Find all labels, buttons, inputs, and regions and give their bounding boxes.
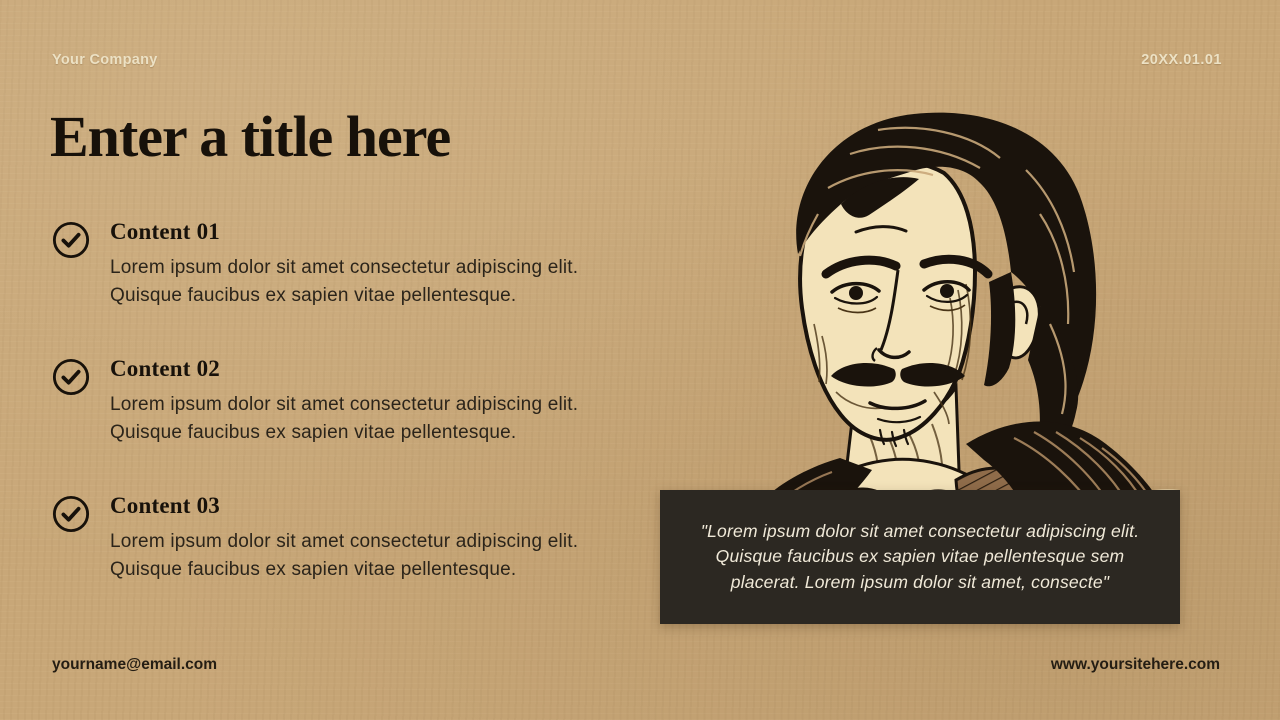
quote-box [660, 490, 1180, 624]
content-item-2 [52, 356, 637, 447]
content-body: Lorem ipsum dolor sit amet consectetur adipiscing elit. Quisque faucibus ex sapien vitae pellentesque. [110, 257, 579, 306]
check-circle-icon [52, 358, 90, 396]
slide-date: 20XX.01.01 [1141, 52, 1222, 68]
quote-text: "Lorem ipsum dolor sit amet consectetur adipiscing elit. Quisque faucibus ex sapien vitae pellentesque sem placerat. Lorem ipsum dolor sit amet, consecte" [700, 520, 1140, 592]
footer-website-link[interactable]: www.yoursitehere.com [1050, 656, 1220, 673]
content-body: Lorem ipsum dolor sit amet consectetur adipiscing elit. Quisque faucibus ex sapien vitae pellentesque. [110, 394, 579, 443]
page-title: Enter a title here [50, 104, 451, 169]
check-circle-icon [52, 495, 90, 533]
company-name: Your Company [52, 52, 158, 68]
content-heading: Content 01 [110, 219, 220, 244]
content-item-1 [52, 219, 637, 310]
footer-email-link[interactable]: yourname@email.com [52, 656, 218, 673]
content-list [52, 219, 637, 584]
content-heading: Content 03 [110, 493, 220, 518]
check-circle-icon [52, 221, 90, 259]
content-body: Lorem ipsum dolor sit amet consectetur adipiscing elit. Quisque faucibus ex sapien vitae pellentesque. [110, 531, 579, 580]
content-item-3 [52, 493, 637, 584]
content-heading: Content 02 [110, 356, 220, 381]
vintage-portrait-illustration [728, 92, 1180, 532]
